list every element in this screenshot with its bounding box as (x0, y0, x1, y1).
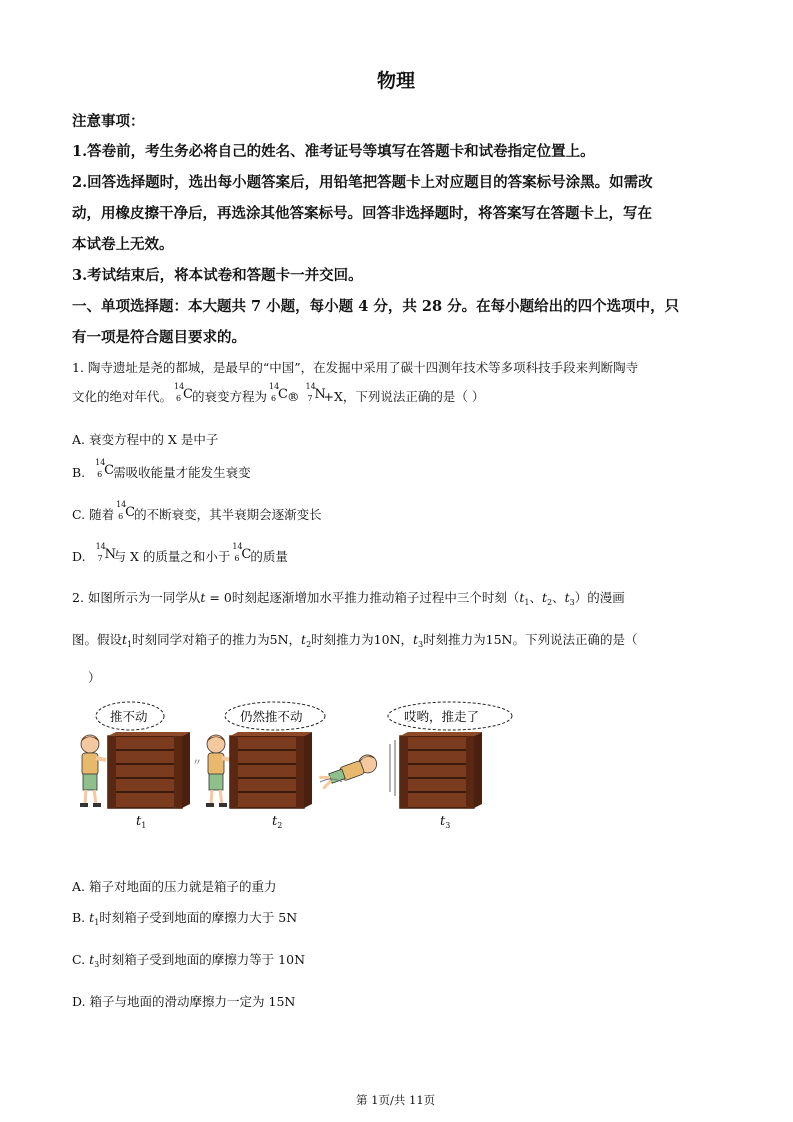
bubble-t3: 哎哟，推走了 (404, 709, 480, 724)
q2-option-b: B. $t_1$时刻箱子受到地面的摩擦力大于 5N (72, 910, 298, 927)
notice-item-3: 3.考试结束后，将本试卷和答题卡一并交回。 (72, 267, 363, 284)
carbon-14-nuclide: 14 6 C (174, 382, 193, 403)
notice-heading: 注意事项： (72, 113, 145, 130)
q2-stem-line-1: 2. 如图所示为一同学从t = 0时刻起逐渐增加水平推力推动箱子过程中三个时刻（$t_1$、$t_2$、$t_3$）的漫画 (72, 590, 625, 607)
q1-option-d: D. 14 7 N 与 X 的质量之和小于 14 6 C 的质量 (72, 542, 288, 564)
q1-stem-text-b: 的衰变方程为 (192, 389, 268, 404)
q1-option-c: C. 随着 14 6 C 的不断衰变，其半衰期会逐渐变长 (72, 500, 322, 522)
panel-t3 (318, 702, 512, 808)
svg-text:〃: 〃 (192, 758, 202, 769)
carbon-14-nuclide: 14 6 C (232, 542, 252, 563)
q1-stem-text-c: ，下列说法正确的是（ ） (342, 389, 485, 404)
bubble-t2: 仍然推不动 (240, 709, 303, 724)
decay-arrow: ® (287, 389, 300, 404)
page-footer: 第 1页/共 11页 (356, 1093, 436, 1107)
page-title: 物理 (377, 70, 416, 92)
section-heading-line-1: 一、单项选择题：本大题共 7 小题，每小题 4 分，共 28 分。在每小题给出的四个选项中，只 (72, 298, 680, 315)
q1-option-a: A. 衰变方程中的 X 是中子 (72, 432, 219, 447)
q1-stem-text-a: 文化的绝对年代。 (72, 389, 173, 404)
carbon-14-nuclide: 14 6 C (116, 500, 136, 521)
q2-stem-line-3: ） (88, 670, 101, 685)
carbon-14-nuclide: 14 6 C (95, 458, 115, 479)
decay-equation-x: +X (323, 389, 343, 404)
panel-t1 (80, 702, 190, 808)
panel-t2 (192, 702, 325, 808)
notice-item-2-line-2: 动，用橡皮擦干净后，再选涂其他答案标号。回答非选择题时，将答案写在答题卡上，写在 (72, 205, 652, 222)
notice-item-2-line-1: 2.回答选择题时，选出每小题答案后，用铅笔把答题卡上对应题目的答案标号涂黑。如需改 (72, 174, 653, 191)
label-t2: $t_2$ (272, 814, 283, 830)
q2-option-d: D. 箱子与地面的滑动摩擦力一定为 15N (72, 994, 296, 1009)
q2-stem-line-2: 图。假设$t_1$时刻同学对箱子的推力为5N，$t_2$时刻推力为10N，$t_3$时刻推力为15N。下列说法正确的是（ (72, 632, 638, 649)
label-t1: $t_1$ (136, 814, 147, 830)
decay-equation-nitrogen: 14 7 N (305, 382, 326, 403)
notice-item-1: 1.答卷前，考生务必将自己的姓名、准考证号等填写在答题卡和试卷指定位置上。 (72, 143, 595, 160)
q2-option-a: A. 箱子对地面的压力就是箱子的重力 (72, 879, 277, 894)
bubble-t1: 推不动 (110, 709, 148, 724)
q2-option-c: C. $t_3$时刻箱子受到地面的摩擦力等于 10N (72, 952, 306, 969)
label-t3: $t_3$ (440, 814, 451, 830)
decay-equation-carbon: 14 6 C (269, 382, 288, 403)
q1-stem-line-2 (72, 382, 485, 405)
notice-item-2-line-3: 本试卷上无效。 (72, 236, 174, 253)
section-heading-line-2: 有一项是符合题目要求的。 (72, 329, 246, 346)
q1-option-b: B. 14 6 C 需吸收能量才能发生衰变 (72, 458, 251, 480)
nitrogen-14-nuclide: 14 7 N (95, 542, 116, 563)
q1-stem-line-1: 1. 陶寺遗址是尧的都城，是最早的“中国”，在发掘中采用了碳十四测年技术等多项科技手段来判断陶寺 (72, 360, 639, 375)
